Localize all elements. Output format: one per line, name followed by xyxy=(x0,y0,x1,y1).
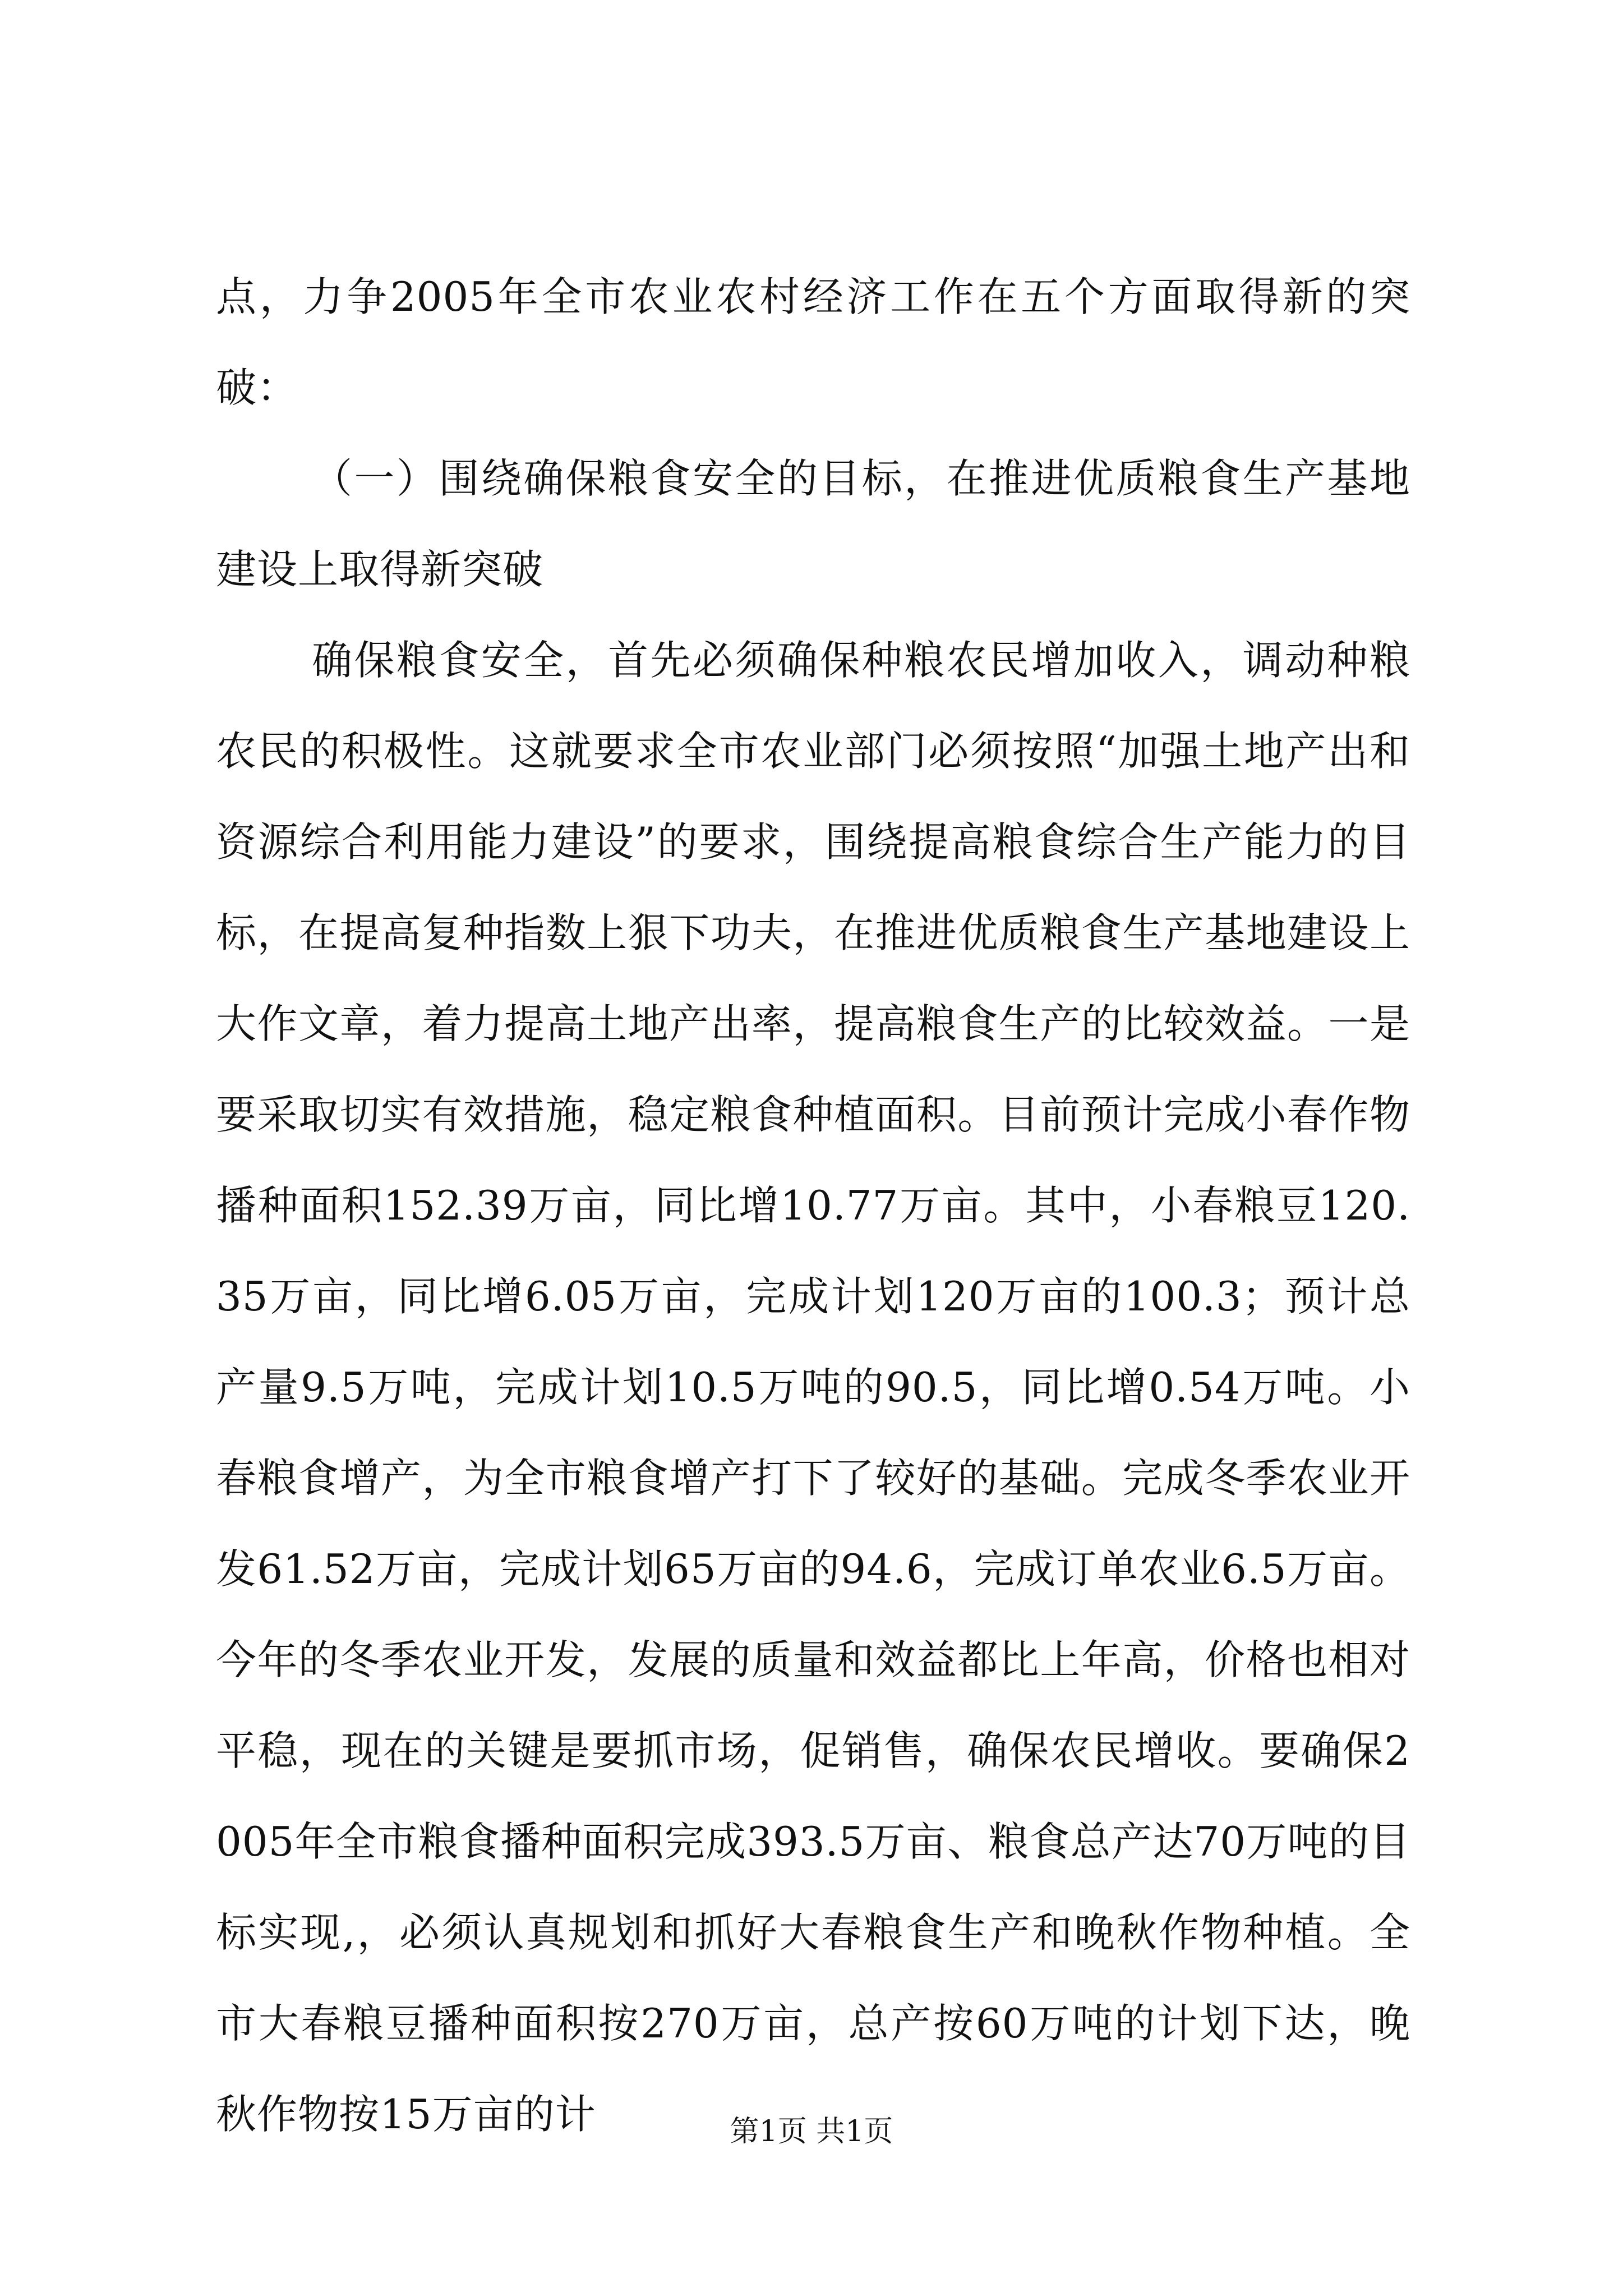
page-footer: 第1页 共1页 xyxy=(730,2115,893,2148)
section-heading: （一）围绕确保粮食安全的目标，在推进优质粮食生产基地建设上取得新突破 xyxy=(216,455,1410,593)
document-body xyxy=(216,251,1410,2160)
paragraph-body: 确保粮食安全，首先必须确保种粮农民增加收入，调动种粮农民的积极性。这就要求全市农业部门必须按照“加强土地产出和资源综合利用能力建设”的要求，围绕提高粮食综合生产能力的目标，在提高复种指数上狠下功夫，在推进优质粮食生产基地建设上大作文章，着力提高土地产出率，提高粮食生产的比较效益。一是要采取切实有效措施，稳定粮食种植面积。目前预计完成小春作物播种面积152.39万亩，同比增10.77万亩。其中，小春粮豆120.35万亩，同比增6.05万亩，完成计划120万亩的100.3；预计总产量9.5万吨，完成计划10.5万吨的90.5，同比增0.54万吨。小春粮食增产，为全市粮食增产打下了较好的基础。完成冬季农业开发61.52万亩，完成计划65万亩的94.6，完成订单农业6.5万亩。今年的冬季农业开发，发展的质量和效益都比上年高，价格也相对平稳，现在的关键是要抓市场，促销售，确保农民增收。要确保2005年全市粮食播种面积完成393.5万亩、粮食总产达70万吨的目标实现,，必须认真规划和抓好大春粮食生产和晚秋作物种植。全市大春粮豆播种面积按270万亩，总产按60万吨的计划下达，晚秋作物按15万亩的计 xyxy=(216,637,1410,2138)
paragraph-continuation: 点，力争2005年全市农业农村经济工作在五个方面取得新的突破： xyxy=(216,273,1410,411)
